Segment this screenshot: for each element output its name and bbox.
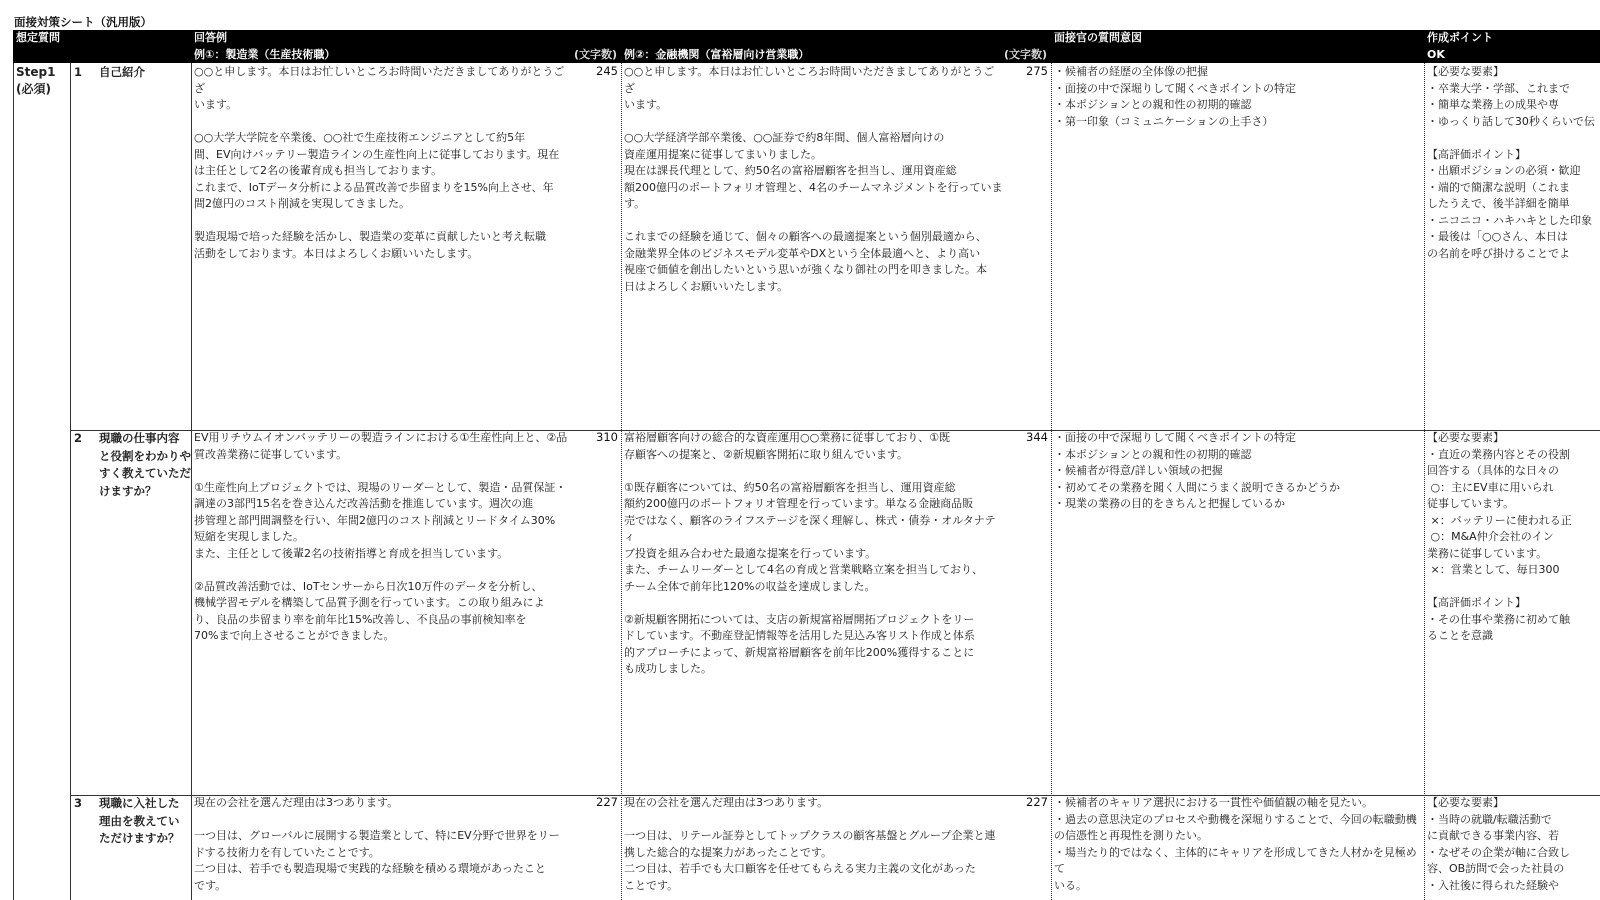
question-text: 現職に入社した 理由を教えてい ただけますか？	[99, 796, 180, 845]
grid-line	[1424, 63, 1425, 900]
header-char-count-1: (文字数)	[573, 48, 617, 61]
writing-points: 【必要な要素】 ・当時の就職/転職活動で に貢献できる事業内容、若 ・なぜその企業が軸に合致し 容、OB訪問で会った社員の ・入社後に得られた経験や	[1427, 796, 1570, 892]
example1-answer: ○○と申します。本日はお忙しいところお時間いただきましてありがとうござ います。 ○○大学大学院を卒業後、○○社で生産技術エンジニアとして約5年 間、EV向けバッテリー製造ラインの生産性向上に従事しております。現在 は主任として2名の後輩育成も担当しております。 これまで、IoTデータ分析による品質改善で歩留まりを15%向上させ、年 間2億円のコスト削減を実現してきました。 製造現場で培った経験を活かし、製造業の変革に貢献したいと考え転職 活動をしております。本日はよろしくお願いいたします。	[194, 65, 565, 260]
example2-answer: 現在の会社を選んだ理由は3つあります。 一つ目は、リテール証券としてトップクラスの顧客基盤とグループ企業と連 携した総合的な提案力があったことです。 二つ目は、若手でも大口顧客を任せてもらえる実力主義の文化があった ことです。	[624, 796, 996, 892]
header-example2: 例②：金融機関（富裕層向け営業職）	[624, 48, 810, 61]
header-intent-cell	[1051, 30, 1424, 46]
example2-char-count: 227	[1026, 795, 1048, 809]
example2-answer: 富裕層顧客向けの総合的な資産運用○○業務に従事しており、①既 存顧客への提案と、②新規顧客開拓に取り組んでいます。 ①既存顧客については、約50名の富裕層顧客を担当し、運用資産総 額約200億円のポートフォリオ管理を行っています。単なる金融商品販 売ではなく、顧客のライフステージを深く理解し、株式・債券・オルタナティ ブ投資を組み合わせた最適な提案を行っています。 また、チームリーダーとして4名の育成と営業戦略立案を担当しており、 チーム全体で前年比120%の収益を達成しました。 ②新規顧客開拓については、支店の新規富裕層開拓プロジェクトをリー ドしています。不動産登記情報等を活用した見込み客リスト作成と体系 的アプローチによって、新規富裕層顧客を前年比200%獲得することに も成功しました。	[624, 431, 996, 675]
header2-question-cell	[13, 46, 191, 63]
question-text: 現職の仕事内容 と役割をわかりや すく教えていただ けますか？	[99, 431, 191, 498]
interviewer-intent: ・候補者の経歴の全体像の把握 ・面接の中で深堀りして聞くべきポイントの特定 ・本ポジションとの親和性の初期的確認 ・第一印象（コミュニケーションの上手さ）	[1054, 65, 1296, 128]
question-number: 1	[74, 65, 83, 79]
example2-char-count: 344	[1026, 430, 1048, 444]
header-intent: 面接官の質問意図	[1054, 31, 1142, 44]
header-points-sub-cell	[1424, 46, 1600, 63]
question-number: 3	[74, 796, 83, 810]
header-question: 想定質問	[16, 31, 60, 44]
header-example1-cell	[191, 46, 621, 63]
question-text: 自己紹介	[99, 65, 145, 79]
example1-answer: EV用リチウムイオンバッテリーの製造ラインにおける①生産性向上と、②品 質改善業務に従事しています。 ①生産性向上プロジェクトでは、現場のリーダーとして、製造・品質保証・ 調達の3部門15名を巻き込んだ改善活動を推進しています。週次の進 捗管理と部門間調整を行い、年間2億円のコスト削減とリードタイム30% 短縮を実現しました。 また、主任として後輩2名の技術指導と育成を担当しています。 ②品質改善活動では、IoTセンサーから日次10万件のデータを分析し、 機械学習モデルを構築して品質予測を行っています。この取り組みによ り、良品の歩留まり率を前年比15%改善し、不良品の事前検知率を 70%まで向上させることができました。	[194, 431, 568, 642]
step-label: Step1 (必須)	[16, 65, 56, 96]
header-points-sub: OK	[1427, 48, 1445, 61]
interviewer-intent: ・候補者のキャリア選択における一貫性や価値観の軸を見たい。 ・過去の意思決定のプロセスや動機を深堀りすることで、今回の転職動機 の信憑性と再現性を測りたい。 ・場当たり的ではなく、主体的にキャリアを形成してきた人材かを見極めて いる。	[1054, 796, 1417, 892]
grid-line	[13, 63, 14, 900]
example2-char-count: 275	[1026, 64, 1048, 78]
example2-answer: ○○と申します。本日はお忙しいところお時間いただきましてありがとうござ います。 ○○大学経済学部卒業後、○○証券で約8年間、個人富裕層向けの 資産運用提案に従事してまいりました。 現在は課長代理として、約50名の富裕層顧客を担当し、運用資産総 額200億円のポートフォリオ管理と、4名のチームマネジメントを行っていま す。 これまでの経験を通じて、個々の顧客への最適提案という個別最適から、 金融業界全体のビジネスモデル変革やDXという全体最適へと、より高い 視座で価値を創出したいという思いが強くなり御社の門を叩きました。本 日はよろしくお願いいたします。	[624, 65, 1003, 293]
example1-char-count: 310	[596, 430, 618, 444]
sheet-title: 面接対策シート（汎用版）	[14, 15, 152, 29]
header-question-cell	[13, 30, 191, 46]
example1-answer: 現在の会社を選んだ理由は3つあります。 一つ目は、グローバルに展開する製造業として、特にEV分野で世界をリー ドする技術力を有していたことです。 二つ目は、若手でも製造現場で実践的な経験を積める環境があったこと です。	[194, 796, 560, 892]
header-points-cell	[1424, 30, 1600, 46]
interviewer-intent: ・面接の中で深堀りして聞くべきポイントの特定 ・本ポジションとの親和性の初期的確認 ・候補者が得意/詳しい領域の把握 ・初めてその業務を聞く人間にうまく説明できるかどうか ・現業の業務の目的をきちんと把握しているか	[1054, 431, 1340, 510]
question-number: 2	[74, 431, 83, 445]
header-points: 作成ポイント	[1427, 31, 1493, 44]
grid-line	[621, 63, 622, 900]
writing-points: 【必要な要素】 ・卒業大学・学部、これまで ・簡単な業務上の成果や専 ・ゆっくり話して30秒くらいで伝 【高評価ポイント】 ・出願ポジションの必須・歓迎 ・端的で簡潔な説明（これま したうえで、後半詳細を簡単 ・ニコニコ・ハキハキとした印象 ・最後は「○○さん、本日は の名前を呼び掛けることでよ	[1427, 65, 1595, 260]
grid-line	[1051, 63, 1052, 900]
grid-line	[70, 63, 71, 900]
grid-line	[191, 63, 192, 900]
header-char-count-2: (文字数)	[1003, 48, 1047, 61]
header-answer-example: 回答例	[194, 31, 227, 44]
header-example2-cell	[621, 46, 1051, 63]
header-answer-cell	[191, 30, 1051, 46]
header2-intent-cell	[1051, 46, 1424, 63]
writing-points: 【必要な要素】 ・直近の業務内容とその役割 回答する（具体的な日々の ○：主にEV車に用いられ 従事しています。 ×：バッテリーに使われる正 ○：M&A仲介会社のイン 業務に従事しています。 ×：営業として、毎日300 【高評価ポイント】 ・その仕事や業務に初めて触 ることを意識	[1427, 431, 1572, 642]
example1-char-count: 227	[596, 795, 618, 809]
header-example1: 例①：製造業（生産技術職）	[194, 48, 336, 61]
example1-char-count: 245	[596, 64, 618, 78]
